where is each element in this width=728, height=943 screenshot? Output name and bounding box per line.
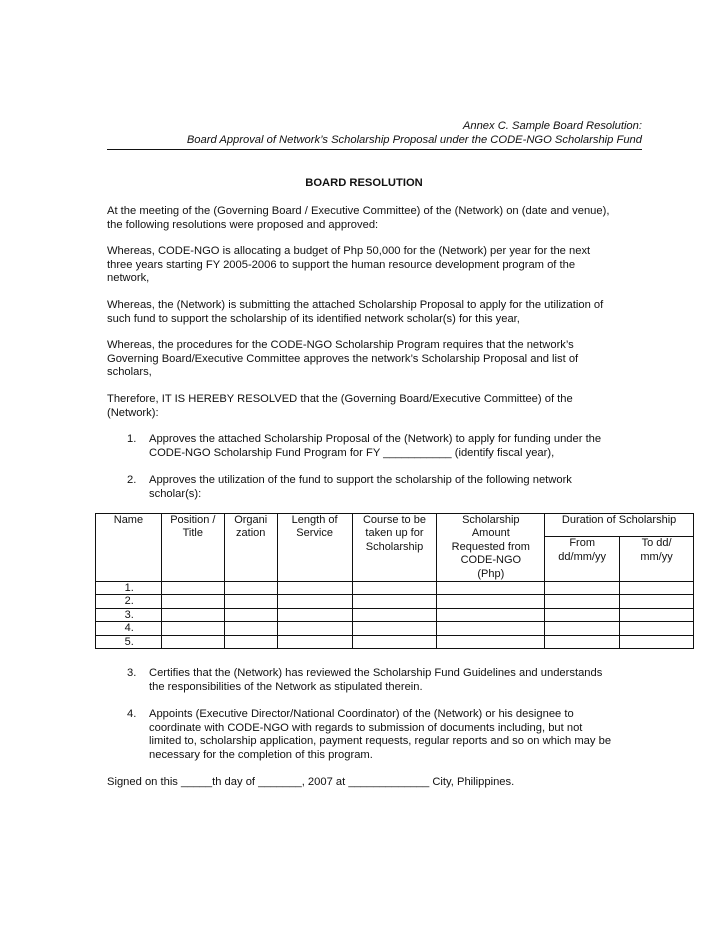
- item-line: Appoints (Executive Director/National Coordinator) of the (Network) or his designee to: [149, 708, 574, 720]
- item-text: [149, 708, 642, 762]
- item-text: [149, 433, 642, 460]
- signature-line: Signed on this _____th day of _______, 2007 at _____________ City, Philippines.: [107, 776, 515, 788]
- row-number: 2.: [96, 595, 162, 608]
- paragraph-line: network,: [107, 272, 150, 285]
- paragraph-line: Whereas, the procedures for the CODE-NGO Scholarship Program requires that the network’s: [107, 339, 574, 351]
- paragraph-therefore: [107, 393, 642, 420]
- paragraph-line: Whereas, the (Network) is submitting the attached Scholarship Proposal to apply for the utilization of: [107, 299, 604, 311]
- paragraph-line: scholars,: [107, 366, 152, 379]
- col-header-to: To dd/ mm/yy: [620, 537, 694, 582]
- item-line: coordinate with CODE-NGO with regards to submission of documents including, but not: [149, 721, 583, 734]
- item-number: 1.: [127, 433, 137, 445]
- annex-title: Annex C. Sample Board Resolution:: [462, 120, 642, 132]
- paragraph-line: Whereas, CODE-NGO is allocating a budget of Php 50,000 for the (Network) per year for the next: [107, 245, 591, 257]
- item-text: [149, 474, 642, 501]
- item-text: [149, 667, 642, 694]
- paragraph-line: At the meeting of the (Governing Board / Executive Committee) of the (Network) on (date and venue),: [107, 205, 610, 217]
- paragraph-line: (Network):: [107, 406, 159, 419]
- item-line: Certifies that the (Network) has reviewed the Scholarship Fund Guidelines and understands: [149, 667, 603, 679]
- paragraph-line: three years starting FY 2005-2006 to support the human resource development program of the: [107, 258, 576, 271]
- col-header-organization: Organi zation: [224, 514, 277, 582]
- item-line: limited to, scholarship application, payment requests, regular reports and so on which may be: [149, 735, 612, 748]
- annex-subtitle: Board Approval of Network’s Scholarship Proposal under the CODE-NGO Scholarship Fund: [186, 134, 642, 146]
- row-number: 1.: [96, 582, 162, 595]
- paragraph-whereas-procedures: [107, 339, 642, 380]
- paragraph-line: Therefore, IT IS HEREBY RESOLVED that the (Governing Board/Executive Committee) of the: [107, 393, 573, 405]
- item-number: 3.: [127, 667, 137, 679]
- table-row: [96, 635, 694, 648]
- paragraph-line: the following resolutions were proposed and approved:: [107, 218, 379, 231]
- col-header-position: Position / Title: [161, 514, 224, 582]
- table-row: [96, 582, 694, 595]
- table-row: [96, 622, 694, 635]
- col-header-duration: Duration of Scholarship: [545, 514, 694, 537]
- item-line: Approves the utilization of the fund to support the scholarship of the following network: [149, 474, 572, 486]
- item-number: 4.: [127, 708, 137, 720]
- paragraph-whereas-budget: [107, 245, 642, 286]
- paragraph-line: such fund to support the scholarship of its identified network scholar(s) for this year,: [107, 312, 520, 325]
- item-line: the responsibilities of the Network as stipulated therein.: [149, 680, 423, 693]
- paragraph-line: Governing Board/Executive Committee approves the network’s Scholarship Proposal and list of: [107, 352, 579, 365]
- row-number: 5.: [96, 635, 162, 648]
- item-line: Approves the attached Scholarship Proposal of the (Network) to apply for funding under the: [149, 433, 602, 445]
- col-header-name: Name: [96, 514, 162, 582]
- col-header-from: From dd/mm/yy: [545, 537, 620, 582]
- item-line: necessary for the completion of this program.: [149, 748, 373, 761]
- col-header-course: Course to be taken up for Scholarship: [352, 514, 437, 582]
- table-row: [96, 595, 694, 608]
- item-line: CODE-NGO Scholarship Fund Program for FY ___________ (identify fiscal year),: [149, 446, 555, 459]
- document-title: BOARD RESOLUTION: [305, 177, 423, 189]
- paragraph-meeting: [107, 205, 642, 232]
- col-header-amount: Scholarship Amount Requested from CODE-NGO (Php): [437, 514, 545, 582]
- item-number: 2.: [127, 474, 137, 486]
- paragraph-whereas-proposal: [107, 299, 642, 326]
- row-number: 4.: [96, 622, 162, 635]
- scholarship-table: [95, 513, 694, 649]
- row-number: 3.: [96, 608, 162, 621]
- table-row: [96, 608, 694, 621]
- header-rule: [107, 149, 642, 150]
- col-header-length: Length of Service: [277, 514, 352, 582]
- item-line: scholar(s):: [149, 487, 202, 500]
